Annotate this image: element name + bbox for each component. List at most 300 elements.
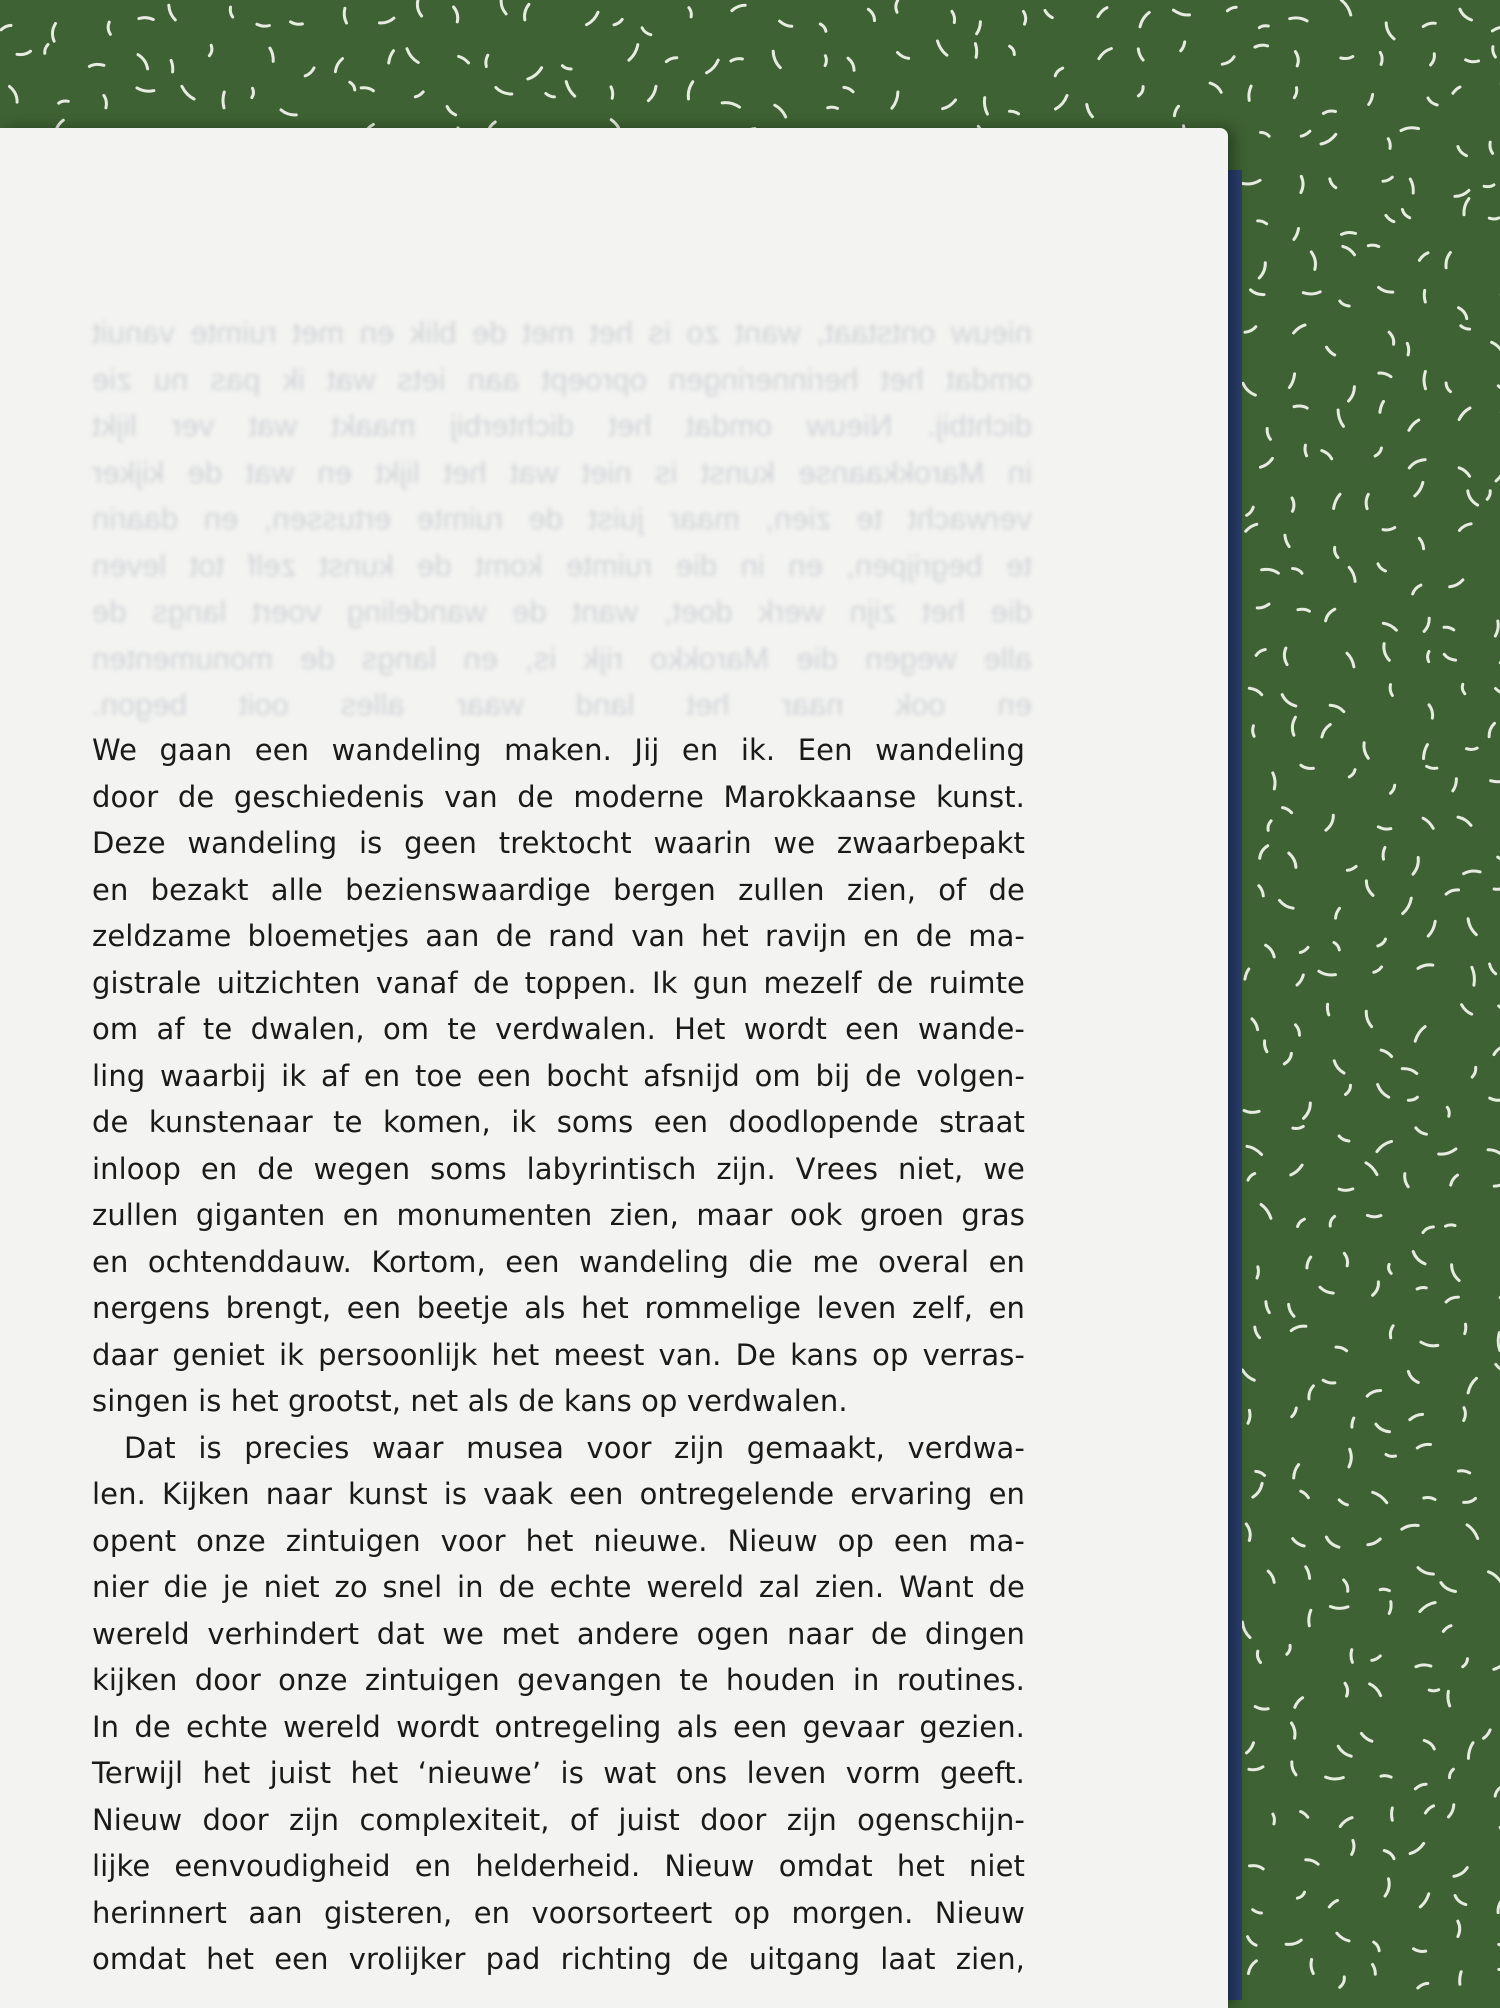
speckle-mark: [1378, 827, 1391, 829]
book-cover-edge: [1228, 170, 1242, 2000]
speckle-mark: [1424, 290, 1425, 302]
speckle-mark: [1468, 919, 1476, 935]
speckle-mark: [1421, 1342, 1438, 1346]
speckle-mark: [1383, 528, 1395, 530]
speckle-mark: [1326, 1777, 1344, 1779]
speckle-mark: [1337, 1933, 1349, 1941]
speckle-mark: [1418, 1568, 1433, 1575]
speckle-mark: [1450, 580, 1463, 587]
speckle-mark: [1280, 900, 1294, 908]
speckle-mark: [1289, 1304, 1294, 1316]
speckle-mark: [1496, 466, 1500, 481]
speckle-mark: [546, 94, 555, 97]
speckle-mark: [1024, 11, 1026, 24]
speckle-mark: [1273, 773, 1275, 789]
speckle-mark: [1451, 1175, 1458, 1185]
speckle-mark: [1407, 343, 1408, 355]
speckle-mark: [1339, 1189, 1353, 1190]
speckle-mark: [1284, 648, 1287, 665]
speckle-mark: [1491, 780, 1500, 782]
speckle-mark: [1309, 1386, 1314, 1399]
speckle-mark: [732, 5, 745, 10]
speckle-mark: [415, 92, 423, 97]
speckle-mark: [1460, 9, 1472, 20]
speckle-mark: [1490, 142, 1493, 153]
speckle-mark: [1327, 347, 1335, 355]
speckle-mark: [1418, 965, 1433, 969]
speckle-mark: [1289, 374, 1294, 388]
speckle-mark: [1446, 1297, 1458, 1302]
speckle-mark: [1259, 886, 1264, 896]
speckle-mark: [1446, 253, 1450, 268]
speckle-mark: [1301, 176, 1303, 192]
speckle-mark: [1273, 1814, 1275, 1824]
speckle-mark: [1410, 1844, 1424, 1854]
speckle-mark: [587, 12, 599, 24]
speckle-mark: [1330, 1607, 1348, 1609]
speckle-mark: [1420, 1894, 1429, 1907]
speckle-mark: [1292, 1408, 1297, 1417]
speckle-mark: [1373, 1965, 1376, 1975]
speckle-mark: [1428, 652, 1429, 662]
speckle-mark: [1403, 898, 1412, 913]
speckle-mark: [1243, 180, 1260, 184]
speckle-mark: [1389, 332, 1394, 344]
speckle-mark: [1341, 57, 1353, 59]
speckle-mark: [305, 68, 314, 76]
speckle-mark: [1446, 383, 1450, 392]
speckle-mark: [1268, 821, 1271, 831]
speckle-mark: [281, 110, 296, 115]
speckle-mark: [1249, 86, 1251, 100]
speckle-mark: [1242, 1622, 1250, 1638]
speckle-mark: [1423, 818, 1433, 828]
speckle-mark: [1301, 131, 1310, 136]
speckle-mark: [1349, 1449, 1351, 1467]
speckle-mark: [844, 87, 853, 91]
speckle-mark: [1461, 326, 1470, 329]
speckle-mark: [562, 66, 571, 69]
speckle-mark: [975, 44, 976, 58]
speckle-mark: [1380, 52, 1382, 64]
speckle-mark: [1428, 98, 1437, 105]
speckle-mark: [1344, 1253, 1347, 1266]
speckle-mark: [1338, 410, 1343, 426]
speckle-mark: [1381, 1050, 1392, 1056]
speckle-mark: [1253, 726, 1254, 737]
speckle-mark: [1417, 1444, 1430, 1448]
speckle-mark: [984, 98, 987, 115]
speckle-mark: [1467, 748, 1478, 749]
speckle-mark: [10, 87, 18, 103]
speckle-mark: [1329, 1900, 1337, 1907]
bleed-through-line: nieuw ontstaat, want zo is het met de blik en met ruimte vanuit: [92, 310, 1032, 357]
speckle-mark: [1267, 429, 1270, 440]
speckle-mark: [1320, 1287, 1333, 1293]
speckle-mark: [1246, 1524, 1250, 1541]
speckle-mark: [1297, 1892, 1304, 1898]
speckle-mark: [1459, 524, 1471, 531]
speckle-mark: [1374, 967, 1382, 972]
speckle-mark: [1227, 7, 1236, 11]
bleed-through-line: die het zijn werk doet, want de wandeling voert langs de: [92, 589, 1032, 636]
speckle-mark: [1291, 1165, 1302, 1175]
speckle-mark: [1352, 1840, 1354, 1854]
speckle-mark: [1458, 817, 1471, 825]
speckle-mark: [1453, 779, 1457, 791]
text-line: wereld verhindert dat we met andere ogen naar de dingen: [92, 1611, 1025, 1658]
speckle-mark: [1311, 252, 1315, 269]
speckle-mark: [820, 24, 826, 31]
speckle-mark: [1290, 18, 1307, 21]
text-line: de kunstenaar te komen, ik soms een doodlopende straat: [92, 1099, 1025, 1146]
speckle-mark: [1429, 1690, 1439, 1691]
speckle-mark: [1391, 785, 1395, 793]
speckle-mark: [1292, 1762, 1296, 1775]
speckle-mark: [459, 56, 469, 63]
speckle-mark: [892, 92, 898, 108]
speckle-mark: [1449, 1805, 1454, 1817]
speckle-mark: [1484, 185, 1494, 187]
speckle-mark: [1247, 1743, 1254, 1753]
speckle-mark: [1409, 420, 1419, 430]
speckle-mark: [1298, 609, 1310, 611]
speckle-mark: [1408, 1097, 1417, 1100]
speckle-mark: [1495, 621, 1498, 636]
speckle-mark: [1375, 448, 1381, 456]
speckle-mark: [1427, 766, 1437, 768]
speckle-mark: [501, 0, 506, 14]
speckle-mark: [629, 45, 638, 61]
speckle-mark: [1468, 1743, 1473, 1759]
text-line: gistrale uitzichten vanaf de toppen. Ik gun mezelf de ruimte: [92, 960, 1025, 1007]
speckle-mark: [1349, 770, 1355, 777]
speckle-mark: [1294, 1465, 1299, 1478]
speckle-mark: [1257, 1651, 1260, 1662]
speckle-mark: [648, 86, 656, 100]
speckle-mark: [1349, 387, 1355, 401]
speckle-mark: [89, 64, 104, 66]
speckle-mark: [1492, 27, 1500, 31]
speckle-mark: [666, 58, 677, 62]
speckle-mark: [1376, 1424, 1390, 1432]
speckle-mark: [1222, 57, 1234, 64]
speckle-mark: [1, 25, 11, 29]
speckle-mark: [566, 82, 575, 97]
speckle-mark: [1344, 1580, 1348, 1591]
speckle-mark: [1349, 567, 1355, 581]
speckle-mark: [1446, 1225, 1456, 1226]
text-line: lijke eenvoudigheid en helderheid. Nieuw omdat het niet: [92, 1843, 1025, 1890]
speckle-mark: [1257, 1267, 1258, 1278]
speckle-mark: [1459, 308, 1467, 319]
speckle-mark: [1293, 1539, 1305, 1546]
body-text: [92, 727, 1025, 1983]
speckle-mark: [848, 58, 854, 70]
speckle-mark: [1367, 1391, 1380, 1397]
speckle-mark: [1467, 1525, 1478, 1539]
speckle-mark: [380, 18, 394, 23]
paragraph-2: [92, 1425, 1025, 1983]
speckle-mark: [707, 60, 719, 73]
speckle-mark: [1099, 49, 1112, 59]
speckle-mark: [1304, 1103, 1311, 1118]
speckle-mark: [1464, 871, 1481, 874]
speckle-mark: [1247, 507, 1254, 515]
speckle-mark: [1489, 218, 1499, 219]
speckle-mark: [1342, 232, 1356, 234]
speckle-mark: [1414, 1949, 1426, 1952]
text-line: en ochtenddauw. Kortom, een wandeling die me overal en: [92, 1239, 1025, 1286]
speckle-mark: [1379, 373, 1391, 377]
speckle-mark: [780, 21, 792, 26]
speckle-mark: [1492, 342, 1500, 354]
speckle-mark: [1384, 644, 1389, 661]
speckle-mark: [689, 8, 691, 17]
speckle-mark: [1372, 1656, 1381, 1661]
text-line: We gaan een wandeling maken. Jij en ik. Een wandeling: [92, 727, 1025, 774]
speckle-mark: [1264, 1041, 1266, 1052]
speckle-mark: [1297, 975, 1303, 985]
speckle-mark: [1379, 287, 1393, 292]
speckle-mark: [1443, 1626, 1451, 1632]
speckle-mark: [1444, 627, 1454, 630]
speckle-mark: [1244, 1111, 1259, 1113]
speckle-mark: [1383, 177, 1392, 181]
speckle-mark: [1415, 482, 1423, 496]
speckle-mark: [1261, 132, 1270, 136]
speckle-mark: [1368, 245, 1379, 247]
speckle-mark: [1466, 60, 1479, 62]
speckle-mark: [642, 28, 651, 35]
speckle-mark: [1330, 179, 1336, 188]
speckle-mark: [1389, 1264, 1392, 1273]
speckle-mark: [1424, 745, 1428, 759]
speckle-mark: [1377, 1141, 1392, 1151]
speckle-mark: [1459, 1471, 1470, 1473]
speckle-mark: [868, 9, 874, 20]
speckle-mark: [1380, 1589, 1389, 1591]
speckle-mark: [731, 59, 743, 61]
speckle-mark: [1380, 401, 1384, 412]
speckle-mark: [1330, 1216, 1334, 1226]
speckle-mark: [1266, 945, 1275, 957]
speckle-mark: [1334, 1061, 1344, 1073]
speckle-mark: [1306, 1860, 1318, 1865]
bleed-through-line: alle wegen die Marokko rijk is, en langs de monumenten: [92, 636, 1032, 683]
speckle-mark: [1347, 653, 1354, 667]
speckle-mark: [1255, 1327, 1260, 1338]
speckle-mark: [1336, 1347, 1347, 1351]
speckle-mark: [1468, 1378, 1476, 1393]
speckle-mark: [1413, 1252, 1425, 1264]
speckle-mark: [1378, 564, 1386, 571]
speckle-mark: [171, 60, 173, 72]
speckle-mark: [1431, 54, 1435, 65]
speckle-mark: [257, 24, 270, 26]
speckle-mark: [1260, 846, 1268, 859]
speckle-mark: [1453, 87, 1460, 93]
speckle-mark: [1415, 1784, 1426, 1789]
speckle-mark: [137, 88, 154, 91]
speckle-mark: [1346, 1085, 1351, 1094]
speckle-mark: [1464, 1498, 1476, 1502]
speckle-mark: [1455, 190, 1469, 196]
speckle-mark: [45, 45, 48, 54]
bleed-through-line: in Marokkaanse kunst is niet wat het lijkt en wat de kijker: [92, 450, 1032, 497]
speckle-mark: [407, 49, 418, 63]
speckle-mark: [896, 0, 898, 12]
speckle-mark: [52, 24, 55, 42]
speckle-mark: [1465, 1324, 1466, 1333]
speckle-mark: [1464, 199, 1469, 215]
speckle-mark: [1425, 1806, 1433, 1813]
speckle-mark: [1262, 569, 1279, 573]
speckle-mark: [270, 48, 273, 61]
bleed-through-line: te begrijpen, en in die ruimte komt de kunst zelf tot leven: [92, 543, 1032, 590]
speckle-mark: [1286, 1940, 1301, 1944]
speckle-mark: [1459, 408, 1470, 420]
speckle-mark: [1384, 1851, 1394, 1859]
speckle-mark: [1293, 569, 1302, 574]
speckle-mark: [1289, 853, 1296, 867]
speckle-mark: [1428, 921, 1435, 936]
speckle-mark: [1366, 881, 1373, 896]
speckle-mark: [1381, 1776, 1391, 1777]
speckle-mark: [1055, 68, 1063, 76]
speckle-mark: [775, 105, 786, 117]
speckle-mark: [1408, 1372, 1418, 1383]
speckle-mark: [1307, 1257, 1311, 1268]
speckle-mark: [1390, 1326, 1393, 1338]
speckle-mark: [230, 7, 232, 17]
speckle-mark: [1351, 1650, 1352, 1663]
speckle-mark: [182, 86, 194, 99]
speckle-mark: [1140, 12, 1149, 26]
speckle-mark: [169, 5, 176, 20]
speckle-mark: [1087, 105, 1093, 117]
speckle-mark: [1295, 1698, 1303, 1708]
speckle-mark: [1322, 725, 1330, 738]
speckle-mark: [223, 92, 224, 108]
speckle-mark: [1490, 964, 1496, 974]
speckle-mark: [1386, 1454, 1396, 1456]
speckle-mark: [1249, 1767, 1263, 1770]
speckle-mark: [1367, 1215, 1381, 1216]
speckle-mark: [108, 22, 110, 34]
speckle-mark: [1402, 1525, 1418, 1529]
speckle-mark: [454, 7, 458, 22]
speckle-mark: [1419, 253, 1428, 260]
speckle-mark: [1487, 491, 1490, 500]
speckle-mark: [1045, 11, 1052, 18]
speckle-mark: [1295, 52, 1298, 66]
speckle-mark: [1138, 49, 1143, 60]
speckle-mark: [1454, 1868, 1467, 1877]
speckle-mark: [1243, 383, 1255, 395]
speckle-mark: [952, 11, 955, 22]
speckle-mark: [1251, 290, 1265, 295]
speckle-mark: [828, 107, 838, 108]
speckle-mark: [1493, 47, 1496, 57]
speckle-mark: [138, 55, 148, 69]
speckle-mark: [1378, 1085, 1389, 1098]
speckle-mark: [1306, 1567, 1310, 1579]
speckle-mark: [1373, 1282, 1379, 1295]
speckle-mark: [1259, 26, 1268, 28]
speckle-mark: [1334, 494, 1340, 508]
speckle-mark: [1390, 685, 1392, 696]
speckle-mark: [1378, 939, 1386, 946]
text-line: kijken door onze zintuigen gevangen te houden in routines.: [92, 1657, 1025, 1704]
speckle-mark: [1462, 1005, 1472, 1014]
speckle-mark: [1334, 943, 1339, 950]
speckle-mark: [1488, 1150, 1500, 1155]
speckle-mark: [1464, 1408, 1466, 1421]
speckle-mark: [525, 4, 529, 20]
speckle-mark: [1458, 147, 1467, 156]
speckle-mark: [1386, 215, 1394, 221]
text-line: door de geschiedenis van de moderne Marokkaanse kunst.: [92, 774, 1025, 821]
speckle-mark: [350, 82, 355, 90]
speckle-mark: [614, 19, 622, 24]
speckle-mark: [1496, 689, 1500, 696]
speckle-mark: [1246, 524, 1257, 531]
speckle-mark: [1301, 1491, 1309, 1498]
speckle-mark: [1294, 325, 1305, 333]
speckle-mark: [389, 51, 394, 63]
speckle-mark: [1416, 1665, 1431, 1667]
speckle-mark: [1323, 111, 1335, 113]
speckle-mark: [1311, 1959, 1313, 1973]
speckle-mark: [898, 53, 909, 59]
speckle-mark: [1326, 609, 1335, 621]
speckle-mark: [1305, 445, 1307, 456]
speckle-mark: [1010, 46, 1015, 54]
speckle-mark: [825, 56, 826, 66]
speckle-mark: [1429, 705, 1433, 718]
speckle-mark: [1294, 88, 1296, 98]
speckle-mark: [291, 22, 303, 24]
speckle-mark: [1252, 1019, 1258, 1030]
speckle-mark: [1248, 1410, 1250, 1423]
speckle-mark: [977, 22, 981, 34]
speckle-mark: [1343, 246, 1355, 254]
speckle-mark: [335, 59, 342, 72]
text-line: zeldzame bloemetjes aan de rand van het ravijn en de ma-: [92, 913, 1025, 960]
speckle-mark: [1494, 1660, 1500, 1669]
speckle-mark: [938, 41, 947, 55]
speckle-mark: [1340, 1977, 1345, 1987]
speckle-mark: [1459, 468, 1470, 476]
text-line: daar geniet ik persoonlijk het meest van. De kans op verras-: [92, 1332, 1025, 1379]
speckle-mark: [1424, 1498, 1435, 1500]
speckle-mark: [1138, 87, 1143, 96]
speckle-mark: [209, 45, 212, 55]
speckle-mark: [1287, 1645, 1290, 1654]
speckle-mark: [1373, 1492, 1387, 1502]
speckle-mark: [773, 51, 780, 67]
speckle-mark: [1292, 717, 1295, 735]
speckle-mark: [1420, 1603, 1435, 1612]
speckle-mark: [1386, 23, 1394, 39]
speckle-mark: [528, 68, 542, 79]
speckle-mark: [1282, 695, 1296, 706]
speckle-mark: [1284, 1053, 1291, 1064]
speckle-mark: [1303, 292, 1320, 294]
speckle-mark: [1250, 1866, 1264, 1869]
speckle-mark: [1368, 1539, 1380, 1545]
